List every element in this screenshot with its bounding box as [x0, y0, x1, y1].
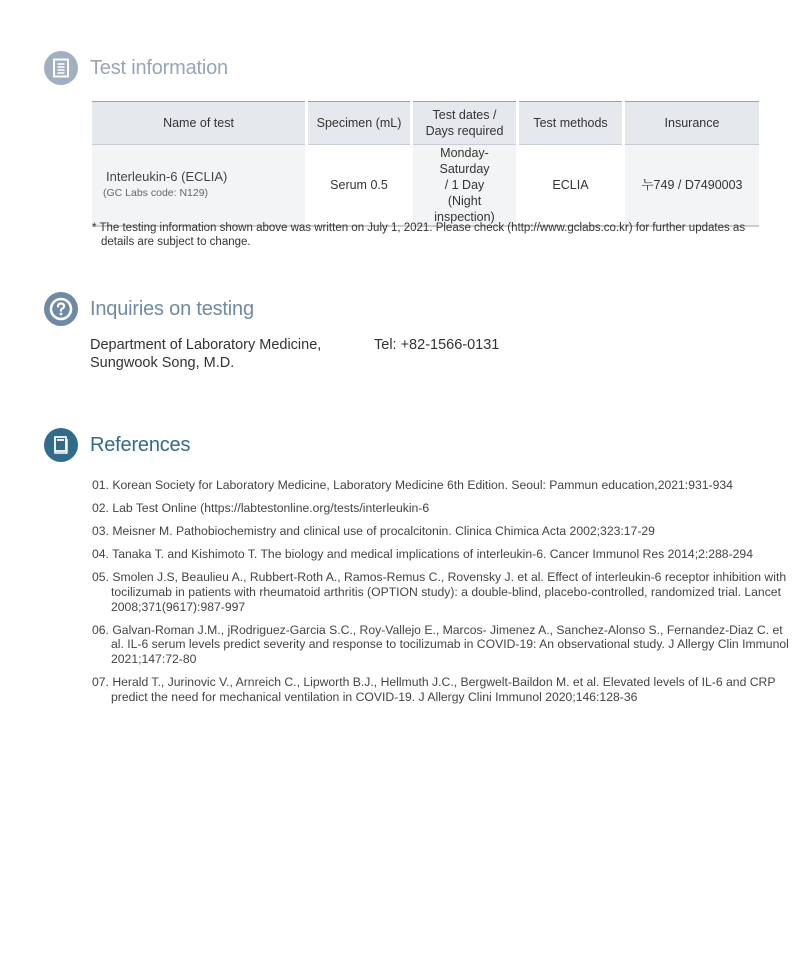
department-line: Department of Laboratory Medicine,	[90, 337, 322, 353]
table-header-row	[92, 102, 759, 145]
test-dates-line2: / 1 Day	[444, 178, 485, 192]
reference-item: 02. Lab Test Online (https://labtestonline.org/tests/interleukin-6	[92, 501, 430, 516]
cell-insurance: 누749 / D7490003	[624, 145, 760, 227]
test-information-heading	[44, 51, 228, 85]
test-info-note: * The testing information shown above was written on July 1, 2021. Please check (http://www.gclabs.co.kr) for further updates as details are subject to change.	[92, 222, 746, 248]
reference-item: 07. Herald T., Jurinovic V., Arnreich C., Lipworth B.J., Hellmuth J.C., Bergwelt-Baildon M. et al. Elevated levels of IL-6 and CRP predict the need for mechanical ventilation in COVID-19. J Allergy Clini Immunol 2020;146:128-36	[92, 674, 776, 704]
inquiry-department	[90, 336, 321, 372]
book-icon	[44, 428, 78, 462]
cell-test-method: ECLIA	[518, 145, 624, 227]
references-list	[92, 478, 792, 713]
doctor-line: Sungwook Song, M.D.	[90, 355, 235, 371]
section-title: References	[90, 433, 191, 456]
cell-test-name	[92, 145, 307, 227]
inquiries-heading	[44, 292, 254, 326]
table-row	[92, 145, 759, 227]
header-specimen: Specimen (mL)	[307, 102, 412, 145]
header-test-dates	[412, 102, 518, 145]
test-code: (GC Labs code: N129)	[103, 187, 209, 199]
header-name-of-test: Name of test	[92, 102, 307, 145]
reference-item: 01. Korean Society for Laboratory Medicine, Laboratory Medicine 6th Edition. Seoul: Pammun education,2021:931-934	[92, 478, 733, 492]
test-name: Interleukin-6 (ECLIA)	[106, 169, 228, 184]
header-test-dates-line2: Days required	[425, 124, 504, 138]
section-title: Test information	[90, 56, 228, 79]
cell-specimen: Serum 0.5	[307, 145, 412, 227]
inquiry-telephone: Tel: +82-1566-0131	[374, 337, 500, 353]
header-test-methods: Test methods	[518, 102, 624, 145]
test-info-table	[92, 101, 759, 227]
test-dates-line1: Monday-Saturday	[439, 146, 490, 176]
reference-item: 03. Meisner M. Pathobiochemistry and clinical use of procalcitonin. Clinica Chimica Acta 2002;323:17-29	[92, 524, 655, 539]
question-icon	[44, 292, 78, 326]
reference-item: 06. Galvan-Roman J.M., jRodriguez-Garcia S.C., Roy-Vallejo E., Marcos- Jimenez A., Sanchez-Alonso S., Fernandez-Diaz C. et al. IL-6 serum levels predict severity and response to tocilizumab in COVID-19: An observational study. J Allergy Clin Immunol 2021;147:72-80	[92, 622, 789, 666]
test-dates-line3: (Night inspection)	[434, 194, 495, 224]
cell-test-dates	[412, 145, 518, 227]
references-heading	[44, 428, 190, 462]
header-insurance: Insurance	[624, 102, 760, 145]
document-list-icon	[44, 51, 78, 85]
header-test-dates-line1: Test dates /	[432, 108, 497, 122]
reference-item: 05. Smolen J.S, Beaulieu A., Rubbert-Roth A., Ramos-Remus C., Rovensky J. et al. Effect of interleukin-6 receptor inhibition with tocilizumab in patients with rheumatoid arthritis (OPTION study): a double-blind, placebo-controlled, randomized trial. Lancet 2008;371(9617):987-997	[92, 570, 787, 614]
reference-item: 04. Tanaka T. and Kishimoto T. The biology and medical implications of interleukin-6. Cancer Immunol Res 2014;2:288-294	[92, 547, 753, 562]
section-title: Inquiries on testing	[90, 297, 254, 320]
